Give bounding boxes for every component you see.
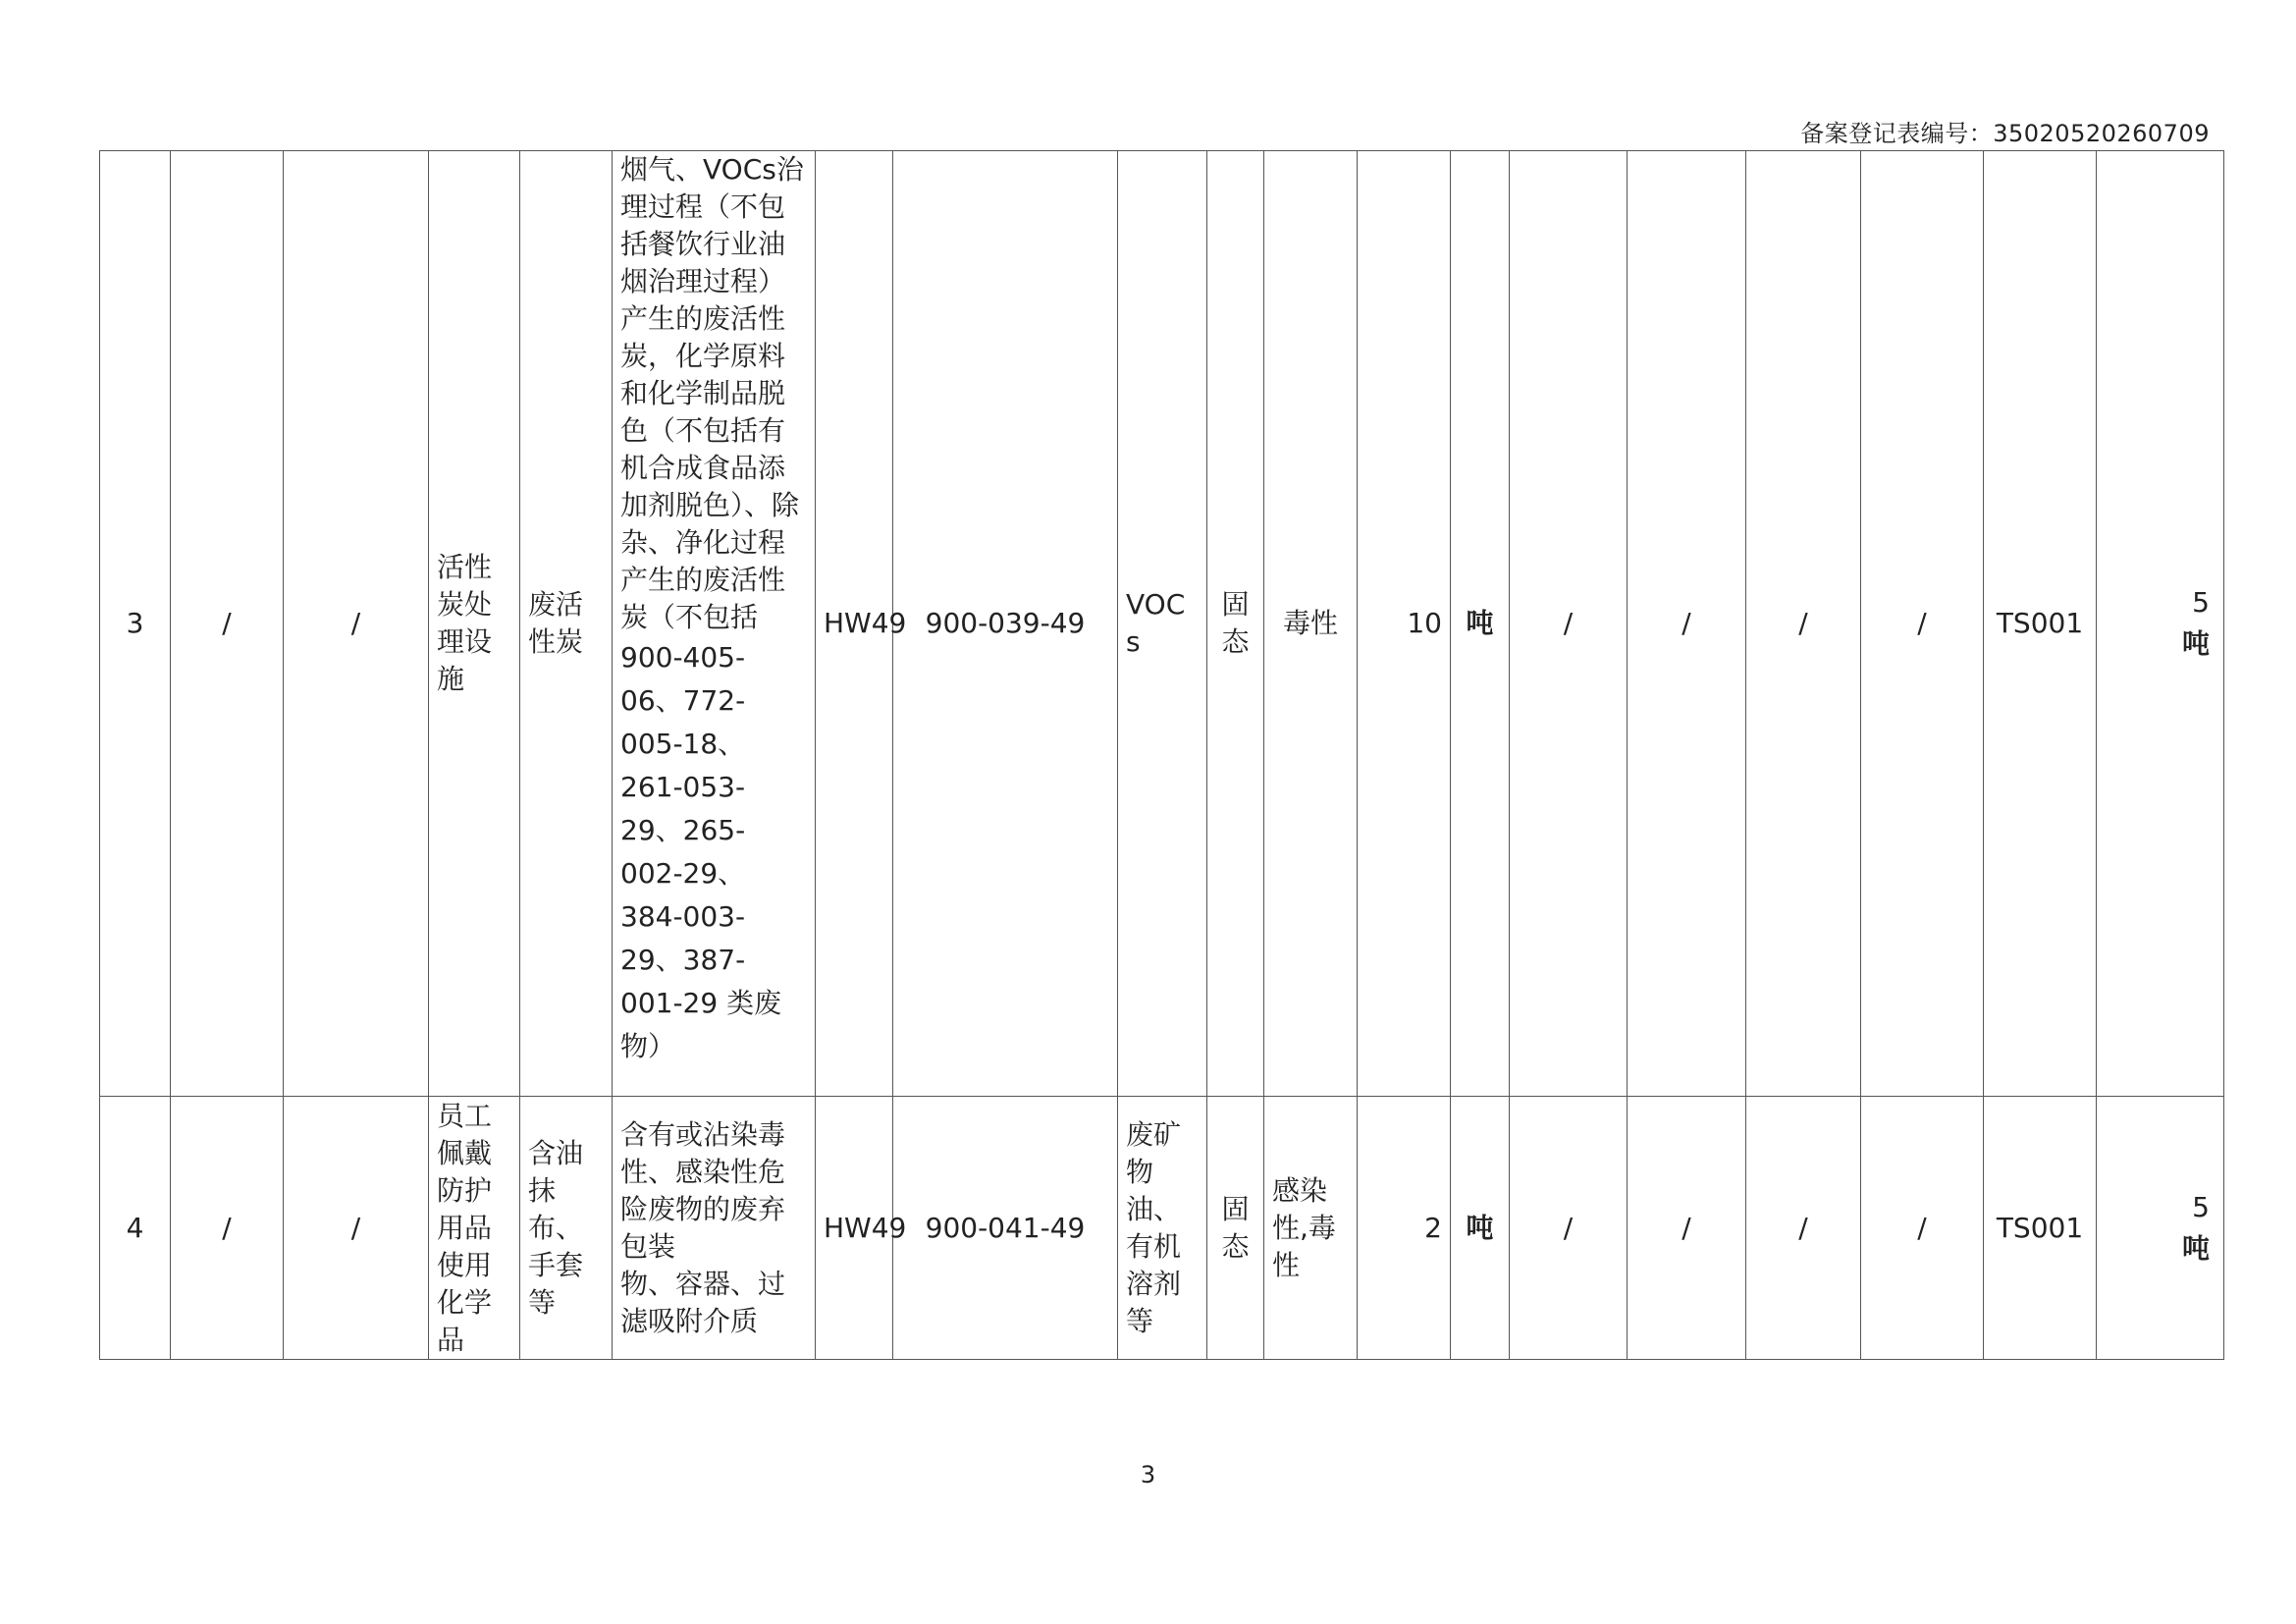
cell-col16: / bbox=[1628, 151, 1746, 1097]
row-number: 4 bbox=[100, 1097, 171, 1360]
waste-code: 900-041-49 bbox=[893, 1097, 1118, 1360]
storage-value: 5 bbox=[2192, 586, 2210, 619]
waste-source: 员工佩戴防护用品使用化学品 bbox=[429, 1097, 520, 1360]
facility-code: TS001 bbox=[1984, 151, 2097, 1097]
cell-col18: / bbox=[1861, 151, 1984, 1097]
waste-code: 900-039-49 bbox=[893, 151, 1118, 1097]
page-number: 3 bbox=[1140, 1461, 1156, 1489]
storage-unit: 吨 bbox=[2181, 627, 2210, 660]
waste-category: HW49 bbox=[816, 1097, 893, 1360]
waste-name: 含油抹布、手套等 bbox=[520, 1097, 613, 1360]
waste-source: 活性炭处理设施 bbox=[429, 151, 520, 1097]
cell-col15: / bbox=[1510, 1097, 1628, 1360]
cell-col2: / bbox=[171, 151, 284, 1097]
facility-code: TS001 bbox=[1984, 1097, 2097, 1360]
storage-unit: 吨 bbox=[2181, 1231, 2210, 1265]
hazard-property: 毒性 bbox=[1264, 151, 1358, 1097]
cell-col17: / bbox=[1746, 151, 1861, 1097]
cell-col3: / bbox=[284, 1097, 429, 1360]
waste-category: HW49 bbox=[816, 151, 893, 1097]
hazard-component: VOCs bbox=[1118, 151, 1207, 1097]
waste-description-text: 含有或沾染毒性、感染性危险废物的废弃包装 bbox=[620, 1117, 786, 1263]
waste-name: 废活性炭 bbox=[520, 151, 613, 1097]
waste-description-codes: 900-405-06、772-005-18、261-053-29、265-002-29、384-003-29、387-001-29 类废物） bbox=[620, 641, 782, 1062]
storage-capacity bbox=[2097, 151, 2224, 1097]
cell-col16: / bbox=[1628, 1097, 1746, 1360]
amount-unit: 吨 bbox=[1451, 151, 1510, 1097]
waste-description bbox=[613, 1097, 816, 1360]
annual-amount: 10 bbox=[1358, 151, 1451, 1097]
cell-col15: / bbox=[1510, 151, 1628, 1097]
cell-col2: / bbox=[171, 1097, 284, 1360]
waste-description-text: 烟气、VOCs治理过程（不包括餐饮行业油烟治理过程）产生的废活性炭，化学原料和化学制品脱色（不包括有机合成食品添加剂脱色）、除杂、净化过程产生的废活性炭（不包括 bbox=[620, 153, 804, 633]
table-row bbox=[100, 1097, 2224, 1360]
cell-col17: / bbox=[1746, 1097, 1861, 1360]
cell-col3: / bbox=[284, 151, 429, 1097]
waste-description bbox=[613, 151, 816, 1097]
amount-unit: 吨 bbox=[1451, 1097, 1510, 1360]
cell-col18: / bbox=[1861, 1097, 1984, 1360]
storage-capacity bbox=[2097, 1097, 2224, 1360]
row-number: 3 bbox=[100, 151, 171, 1097]
storage-value: 5 bbox=[2192, 1190, 2210, 1223]
waste-description-codes: 物、容器、过滤吸附介质 bbox=[620, 1267, 786, 1337]
physical-form: 固态 bbox=[1207, 1097, 1264, 1360]
table-row bbox=[100, 151, 2224, 1097]
hazardous-waste-table bbox=[99, 150, 2224, 1360]
hazard-component: 废矿物油、有机溶剂等 bbox=[1118, 1097, 1207, 1360]
annual-amount: 2 bbox=[1358, 1097, 1451, 1360]
record-code: 备案登记表编号：35020520260709 bbox=[1800, 120, 2210, 147]
physical-form: 固态 bbox=[1207, 151, 1264, 1097]
hazard-property: 感染性,毒性 bbox=[1264, 1097, 1358, 1360]
